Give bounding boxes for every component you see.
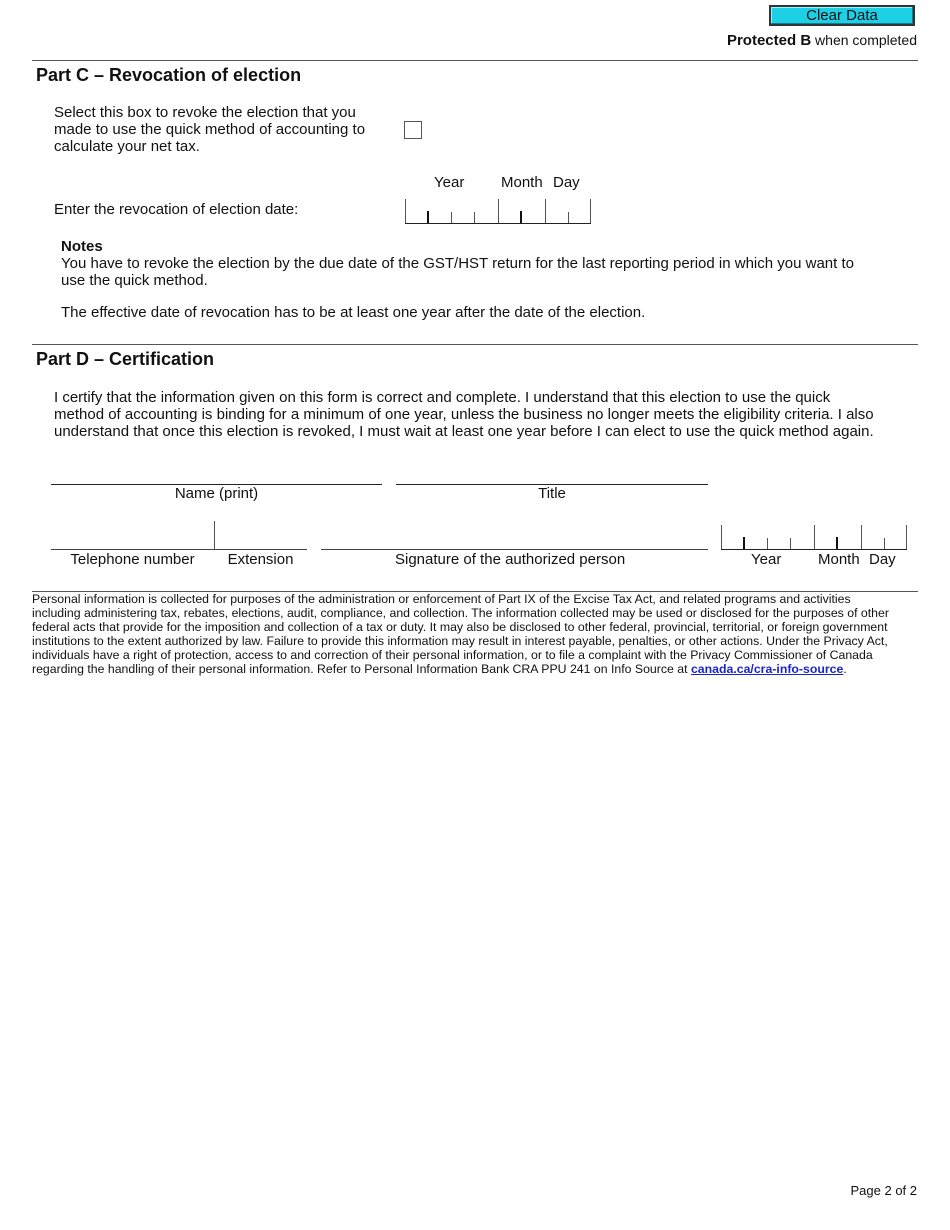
divider <box>32 60 918 61</box>
date-tick <box>451 212 452 223</box>
certification-line: I certify that the information given on this form is correct and complete. I understand that this election to use the quick <box>54 389 831 406</box>
part-c-title: Part C – Revocation of election <box>36 65 302 85</box>
revoke-checkbox-label <box>54 104 365 155</box>
name-print-label: Name (print) <box>174 485 259 502</box>
date-tick <box>427 211 429 223</box>
revocation-day-label: Day <box>553 174 580 191</box>
date-separator <box>861 525 862 549</box>
notes-paragraph-1 <box>61 255 911 289</box>
revoke-label-line: Select this box to revoke the election that you <box>54 104 356 121</box>
date-separator <box>814 525 815 549</box>
certification-line: understand that once this election is revoked, I must wait at least one year before I can elect to use the quick method again. <box>54 423 874 440</box>
extension-input[interactable] <box>214 549 307 550</box>
privacy-line-end: . <box>843 662 847 676</box>
privacy-line: Personal information is collected for purposes of the administration or enforcement of Part IX of the Excise Tax Act, and related programs and activities <box>32 592 851 606</box>
revoke-label-line: made to use the quick method of accounting to <box>54 121 366 138</box>
certification-statement <box>54 389 924 440</box>
date-tick <box>884 538 885 549</box>
date-tick <box>568 212 569 223</box>
part-d-title: Part D – Certification <box>36 349 215 369</box>
revocation-date-prompt: Enter the revocation of election date: <box>54 201 299 218</box>
certification-month-label: Month <box>818 551 860 568</box>
date-tick <box>743 537 745 549</box>
privacy-line: individuals have a right of protection, access to and correction of their personal information, or to file a complaint with the Privacy Commissioner of Canada <box>32 648 873 662</box>
privacy-line: including administering tax, rebates, elections, audit, compliance, and collection. The information collected may be used or disclosed for the purposes of other <box>32 606 889 620</box>
privacy-line <box>32 662 918 676</box>
signature-field[interactable] <box>321 549 708 550</box>
revocation-month-label: Month <box>501 174 543 191</box>
page-number: Page 2 of 2 <box>850 1183 917 1198</box>
clear-data-button[interactable]: Clear Data <box>769 5 915 26</box>
date-separator <box>906 525 907 549</box>
certification-year-label: Year <box>751 551 782 568</box>
phone-extension-separator <box>214 521 215 549</box>
certification-date-input[interactable] <box>721 525 907 550</box>
date-tick <box>767 538 768 549</box>
notes-line: use the quick method. <box>61 272 208 289</box>
revocation-date-input[interactable] <box>405 199 591 224</box>
notes-line: You have to revoke the election by the due date of the GST/HST return for the last reporting period in which you want to <box>61 255 854 272</box>
certification-day-label: Day <box>869 551 896 568</box>
date-tick <box>790 538 791 549</box>
revoke-label-line: calculate your net tax. <box>54 138 200 155</box>
extension-label: Extension <box>227 551 294 568</box>
privacy-line: institutions to the extent authorized by law. Failure to provide this information may result in interest payable, penalties, or other actions. Under the Privacy Act, <box>32 634 888 648</box>
certification-line: method of accounting is binding for a minimum of one year, unless the business no longer meets the eligibility criteria. I also <box>54 406 874 423</box>
privacy-notice <box>32 592 918 676</box>
date-separator <box>405 199 406 223</box>
date-tick <box>836 537 838 549</box>
date-separator <box>545 199 546 223</box>
revocation-year-label: Year <box>434 174 465 191</box>
notes-heading: Notes <box>61 238 103 255</box>
date-separator <box>498 199 499 223</box>
signature-label: Signature of the authorized person <box>395 551 626 568</box>
protected-b-label: Protected B <box>726 32 812 49</box>
notes-paragraph-2: The effective date of revocation has to be at least one year after the date of the election. <box>61 304 646 321</box>
info-source-link[interactable]: canada.ca/cra-info-source <box>690 662 844 676</box>
telephone-input[interactable] <box>51 549 214 550</box>
date-tick <box>520 211 522 223</box>
protected-b-notice <box>727 32 917 49</box>
telephone-label: Telephone number <box>70 551 195 568</box>
date-tick <box>474 212 475 223</box>
privacy-line: federal acts that provide for the imposition and collection of a tax or duty. It may also be disclosed to other federal, provincial, territorial, or foreign government <box>32 620 888 634</box>
notes-block <box>61 238 911 321</box>
divider <box>32 344 918 345</box>
title-label: Title <box>538 485 566 502</box>
privacy-line-text: regarding the handling of their personal information. Refer to Personal Information Bank CRA PPU 241 on Info Source at <box>32 662 691 676</box>
date-separator <box>590 199 591 223</box>
protected-b-suffix: when completed <box>811 32 917 48</box>
date-separator <box>721 525 722 549</box>
revoke-election-checkbox[interactable] <box>404 121 422 139</box>
